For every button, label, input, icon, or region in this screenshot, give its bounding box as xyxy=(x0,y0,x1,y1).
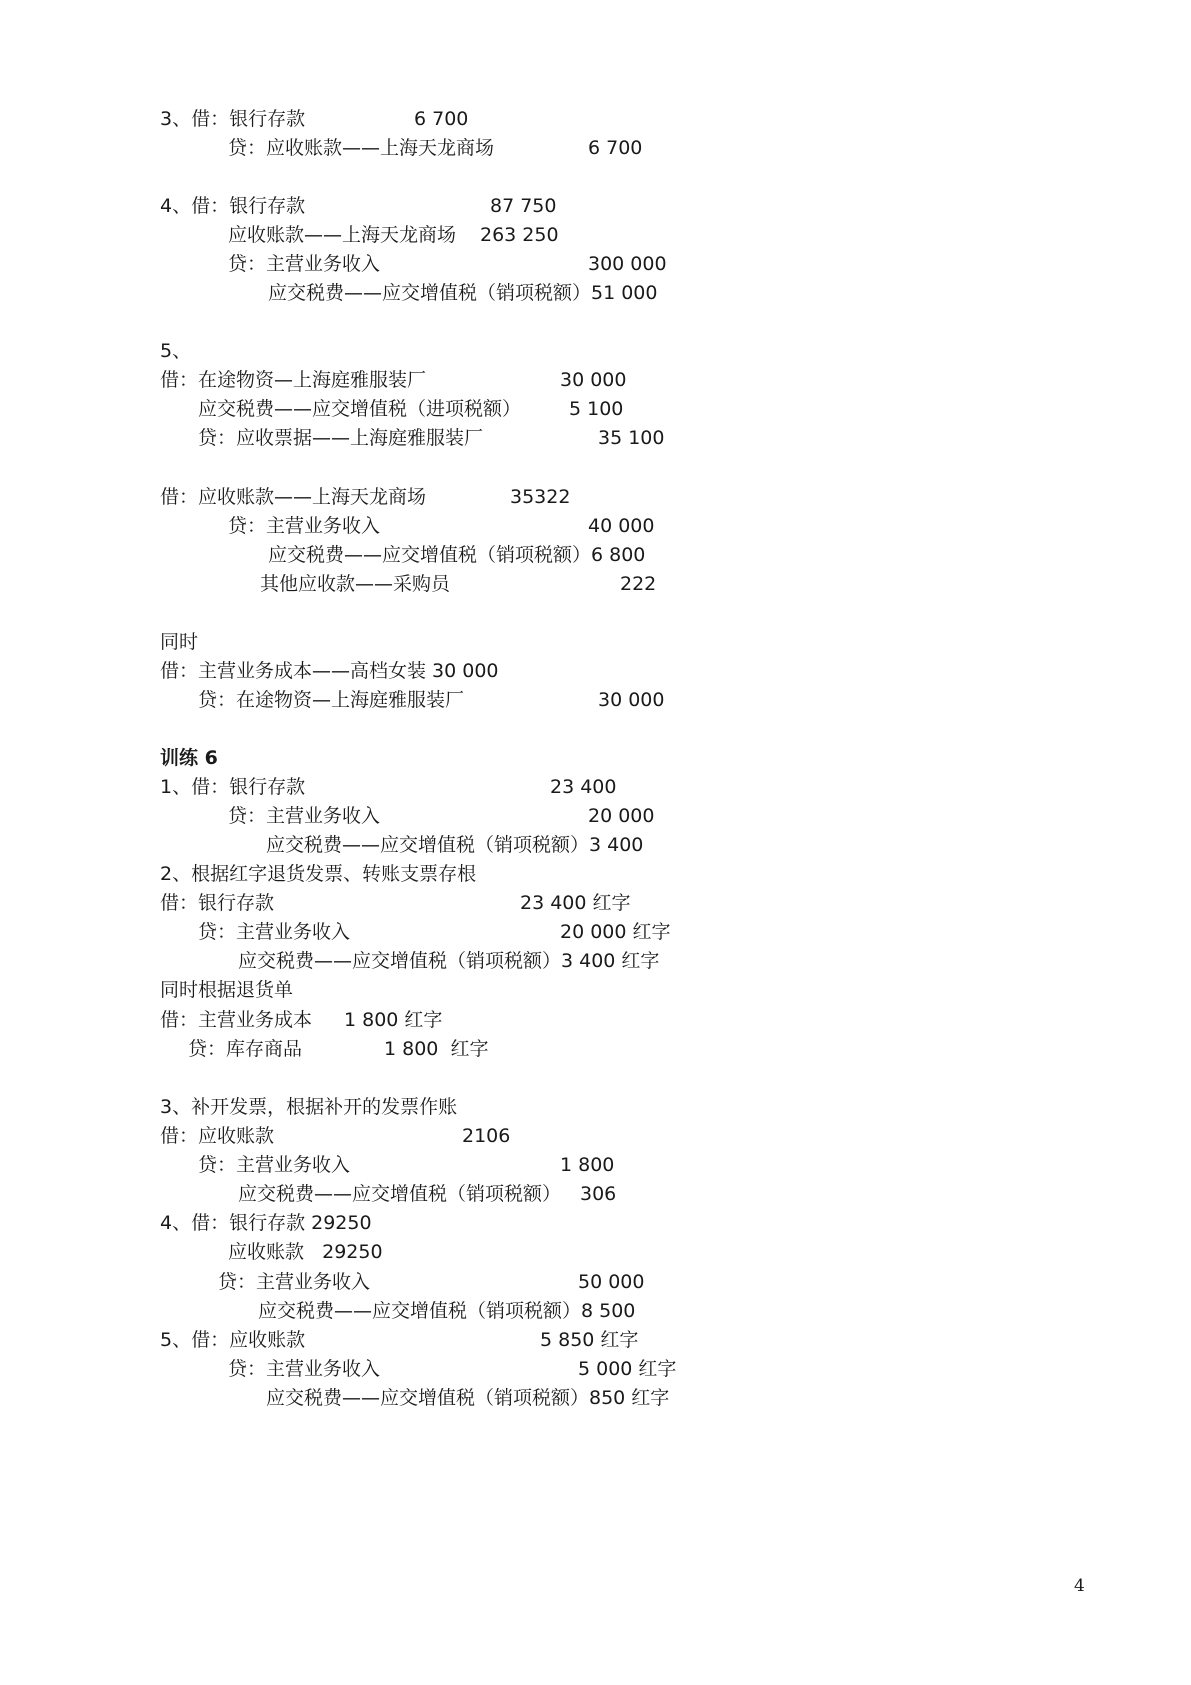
entry-5c-credit-amount: 30 000 xyxy=(598,689,665,711)
entry-3-debit: 3、借：银行存款 xyxy=(160,108,306,130)
t6-entry-5-credit: 贷：主营业务收入 xyxy=(228,1358,381,1380)
t6-entry-2b-debit-amount: 1 800 红字 xyxy=(344,1009,443,1031)
entry-3-credit: 贷：应收账款——上海天龙商场 xyxy=(228,137,495,159)
t6-entry-4-credit-tax: 应交税费——应交增值税（销项税额）8 500 xyxy=(258,1300,636,1322)
t6-entry-5-credit-tax: 应交税费——应交增值税（销项税额）850 红字 xyxy=(266,1387,670,1409)
t6-entry-3-credit: 贷：主营业务收入 xyxy=(198,1154,351,1176)
entry-5-heading: 5、 xyxy=(160,340,192,362)
entry-5b-credit-amount: 40 000 xyxy=(588,515,655,537)
entry-4-credit-amount: 300 000 xyxy=(588,253,667,275)
t6-entry-4-credit-amount: 50 000 xyxy=(578,1271,645,1293)
t6-entry-3-credit-tax-amount: 306 xyxy=(580,1183,617,1205)
entry-5-debit-tax: 应交税费——应交增值税（进项税额） xyxy=(198,398,522,420)
t6-entry-2-debit-amount: 23 400 红字 xyxy=(520,892,631,914)
t6-entry-2-credit-amount: 20 000 红字 xyxy=(560,921,671,943)
entry-4-debit-2-amount: 263 250 xyxy=(480,224,559,246)
entry-5c-debit: 借：主营业务成本——高档女装 30 000 xyxy=(160,660,499,682)
entry-5b-debit-amount: 35322 xyxy=(510,486,571,508)
t6-entry-3-heading: 3、补开发票，根据补开的发票作账 xyxy=(160,1096,458,1118)
entry-4-debit: 4、借：银行存款 xyxy=(160,195,306,217)
t6-entry-5-debit-amount: 5 850 红字 xyxy=(540,1329,639,1351)
t6-entry-4-debit: 4、借：银行存款 29250 xyxy=(160,1212,372,1234)
entry-3-debit-amount: 6 700 xyxy=(414,108,469,130)
t6-entry-2-credit-tax: 应交税费——应交增值税（销项税额）3 400 红字 xyxy=(238,950,660,972)
t6-entry-2b-credit-amount: 1 800 红字 xyxy=(384,1038,489,1060)
entry-5b-credit-other-amount: 222 xyxy=(620,573,657,595)
entry-4-debit-amount: 87 750 xyxy=(490,195,557,217)
t6-entry-4-credit: 贷：主营业务收入 xyxy=(218,1271,371,1293)
entry-4-debit-2: 应收账款——上海天龙商场 xyxy=(228,224,457,246)
t6-entry-1-credit-amount: 20 000 xyxy=(588,805,655,827)
entry-5b-credit-other: 其他应收款——采购员 xyxy=(260,573,451,595)
t6-entry-3-credit-tax: 应交税费——应交增值税（销项税额） xyxy=(238,1183,562,1205)
entry-4-credit: 贷：主营业务收入 xyxy=(228,253,381,275)
entry-5-credit-amount: 35 100 xyxy=(598,427,665,449)
t6-entry-2-heading: 2、根据红字退货发票、转账支票存根 xyxy=(160,863,477,885)
t6-entry-2-debit: 借：银行存款 xyxy=(160,892,275,914)
page-number: 4 xyxy=(1074,1576,1085,1596)
t6-entry-3-credit-amount: 1 800 xyxy=(560,1154,615,1176)
entry-5-debit-amount: 30 000 xyxy=(560,369,627,391)
entry-5c-credit: 贷：在途物资—上海庭雅服装厂 xyxy=(198,689,465,711)
t6-entry-1-debit: 1、借：银行存款 xyxy=(160,776,306,798)
entry-5-debit-tax-amount: 5 100 xyxy=(569,398,624,420)
t6-entry-2b-credit: 贷：库存商品 xyxy=(188,1038,303,1060)
t6-entry-3-debit-amount: 2106 xyxy=(462,1125,511,1147)
section-heading: 训练 6 xyxy=(160,747,218,769)
t6-entry-2b-debit: 借：主营业务成本 xyxy=(160,1009,313,1031)
t6-entry-4-debit-2: 应收账款 29250 xyxy=(228,1241,383,1263)
entry-5-credit: 贷：应收票据——上海庭雅服装厂 xyxy=(198,427,484,449)
t6-entry-2b-heading: 同时根据退货单 xyxy=(160,979,294,1001)
t6-entry-1-debit-amount: 23 400 xyxy=(550,776,617,798)
entry-4-credit-tax: 应交税费——应交增值税（销项税额）51 000 xyxy=(268,282,658,304)
entry-5b-debit: 借：应收账款——上海天龙商场 xyxy=(160,486,427,508)
entry-5b-credit: 贷：主营业务收入 xyxy=(228,515,381,537)
t6-entry-1-credit: 贷：主营业务收入 xyxy=(228,805,381,827)
entry-5-debit: 借：在途物资—上海庭雅服装厂 xyxy=(160,369,427,391)
t6-entry-2-credit: 贷：主营业务收入 xyxy=(198,921,351,943)
t6-entry-3-debit: 借：应收账款 xyxy=(160,1125,275,1147)
entry-5b-credit-tax: 应交税费——应交增值税（销项税额）6 800 xyxy=(268,544,646,566)
t6-entry-5-debit: 5、借：应收账款 xyxy=(160,1329,306,1351)
entry-5c-heading: 同时 xyxy=(160,631,199,653)
t6-entry-5-credit-amount: 5 000 红字 xyxy=(578,1358,677,1380)
t6-entry-1-credit-tax: 应交税费——应交增值税（销项税额）3 400 xyxy=(266,834,644,856)
entry-3-credit-amount: 6 700 xyxy=(588,137,643,159)
